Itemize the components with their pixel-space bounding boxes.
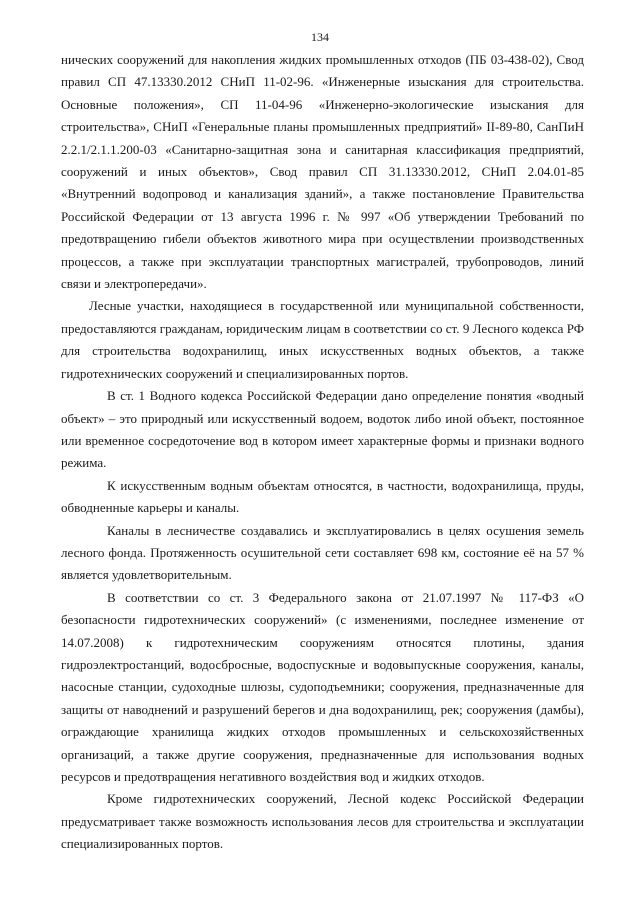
paragraph-forest-plots: Лесные участки, находящиеся в государственной или муниципальной собственности, предоставляются гражданам, юридическим лицам в соответствии со ст. 9 Лесного кодекса РФ для строительства водохранилищ, иных искусственных водных объектов, а также гидротехнических сооружений и специализированных портов.: [61, 298, 584, 381]
paragraph-drainage-channels: Каналы в лесничестве создавались и эксплуатировались в целях осушения земель лесного фонда. Протяженность осушительной сети составляет 698 км, состояние её на 57 % является удовлетворительным.: [61, 522, 584, 583]
page-number: 134: [311, 30, 329, 44]
document-body: [61, 49, 584, 856]
paragraph-hydrotechnical-law: В соответствии со ст. 3 Федерального закона от 21.07.1997 № 117-ФЗ «О безопасности гидротехнических сооружений» (с изменениями, последнее изменение от 14.07.2008) к гидротехническим сооружениям относятся плотины, здания гидроэлектростанций, водосбросные, водоспускные и водовыпускные сооружения, каналы, насосные станции, судоходные шлюзы, судоподъемники; сооружения, предназначенные для защиты от наводнений и разрушений берегов и дна водохранилищ, рек; сооружения (дамбы), ограждающие хранилища жидких отходов промышленных и сельскохозяйственных организаций, а также другие сооружения, предназначенные для использования водных ресурсов и предотвращения негативного воздействия вод и жидких отходов.: [61, 589, 584, 784]
paragraph-regulations-list: нических сооружений для накопления жидких промышленных отходов (ПБ 03-438-02), Свод правил СП 47.13330.2012 СНиП 11-02-96. «Инженерные изыскания для строительства. Основные положения», СП 11-04-96 «Инженерно-экологические изыскания для строительства», СНиП «Генеральные планы промышленных предприятий» II-89-80, СанПиН 2.2.1/2.1.1.200-03 «Санитарно-защитная зона и санитарная классификация предприятий, сооружений и иных объектов», Свод правил СП 31.13330.2012, СНиП 2.04.01-85 «Внутренний водопровод и канализация зданий», а также постановление Правительства Российской Федерации от 13 августа 1996 г. № 997 «Об утверждении Требований по предотвращению гибели объектов животного мира при осуществлении производственных процессов, а также при эксплуатации транспортных магистралей, трубопроводов, линий связи и электропередачи».: [61, 52, 584, 292]
paragraph-specialized-ports: Кроме гидротехнических сооружений, Лесной кодекс Российской Федерации предусматривает также возможность использования лесов для строительства и эксплуатации специализированных портов.: [61, 791, 584, 852]
paragraph-artificial-water-objects: К искусственным водным объектам относятся, в частности, водохранилища, пруды, обводненные карьеры и каналы.: [61, 477, 584, 516]
paragraph-water-object-definition: В ст. 1 Водного кодекса Российской Федерации дано определение понятия «водный объект» – это природный или искусственный водоем, водоток либо иной объект, постоянное или временное сосредоточение вод в котором имеет характерные формы и признаки водного режима.: [61, 388, 584, 471]
